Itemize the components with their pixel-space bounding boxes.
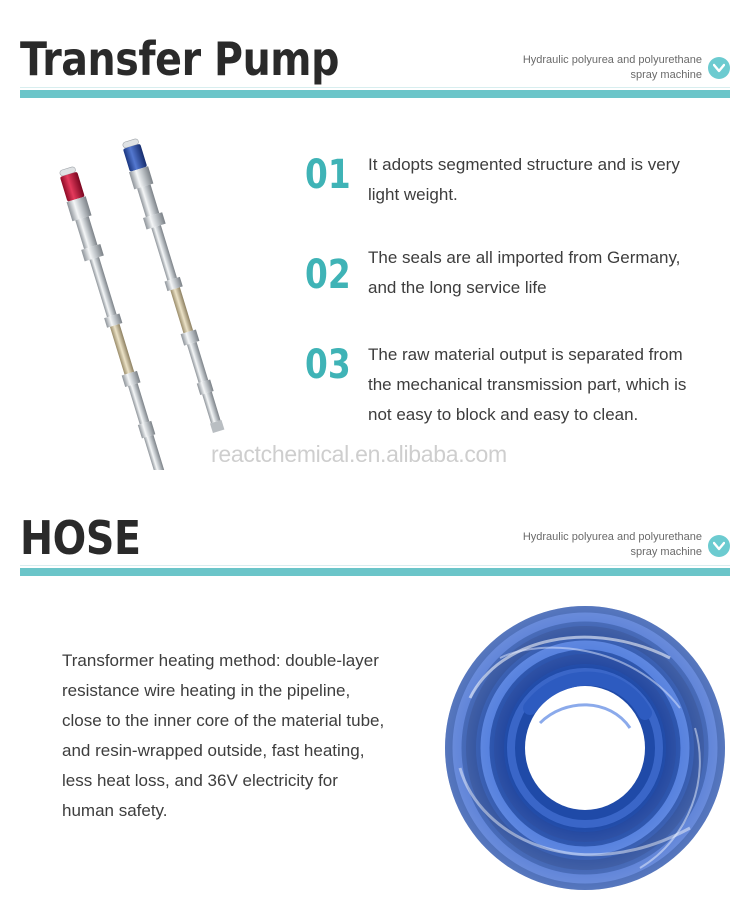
section-divider bbox=[20, 90, 730, 98]
hose-description-line: less heat loss, and 36V electricity for bbox=[62, 771, 338, 790]
hose-description bbox=[62, 646, 422, 826]
tagline-line: Hydraulic polyurea and polyurethane bbox=[522, 531, 702, 543]
feature-text bbox=[368, 243, 718, 303]
feature-text-line: The seals are all imported from Germany, bbox=[368, 248, 681, 267]
hose-description-line: Transformer heating method: double-layer bbox=[62, 651, 379, 670]
hose-coil-image bbox=[440, 598, 730, 898]
tagline-line: Hydraulic polyurea and polyurethane bbox=[522, 54, 702, 66]
feature-text bbox=[368, 340, 718, 430]
feature-text-line: the mechanical transmission part, which is bbox=[368, 375, 687, 394]
feature-text-line: not easy to block and easy to clean. bbox=[368, 405, 639, 424]
pump-section-title: Transfer Pump bbox=[20, 32, 339, 86]
hose-section-title: HOSE bbox=[20, 511, 141, 565]
hose-section-tagline bbox=[523, 530, 702, 560]
watermark: reactchemical.en.alibaba.com bbox=[211, 441, 507, 467]
feature-text bbox=[368, 150, 718, 210]
transfer-pump-image bbox=[40, 130, 280, 470]
section-divider bbox=[20, 568, 730, 576]
feature-text-line: light weight. bbox=[368, 185, 458, 204]
hose-description-line: close to the inner core of the material tube, bbox=[62, 711, 385, 730]
feature-number: 03 bbox=[305, 342, 351, 388]
tagline-line: spray machine bbox=[630, 69, 702, 81]
feature-number: 02 bbox=[305, 252, 351, 298]
feature-text-line: It adopts segmented structure and is very bbox=[368, 155, 680, 174]
hose-description-line: and resin-wrapped outside, fast heating, bbox=[62, 741, 365, 760]
tagline-line: spray machine bbox=[630, 546, 702, 558]
hose-description-line: human safety. bbox=[62, 801, 168, 820]
feature-text-line: The raw material output is separated from bbox=[368, 345, 683, 364]
chevron-check-icon bbox=[708, 57, 730, 79]
pump-section-tagline bbox=[523, 53, 702, 83]
chevron-check-icon bbox=[708, 535, 730, 557]
feature-number: 01 bbox=[305, 152, 351, 198]
feature-text-line: and the long service life bbox=[368, 278, 547, 297]
hose-description-line: resistance wire heating in the pipeline, bbox=[62, 681, 351, 700]
